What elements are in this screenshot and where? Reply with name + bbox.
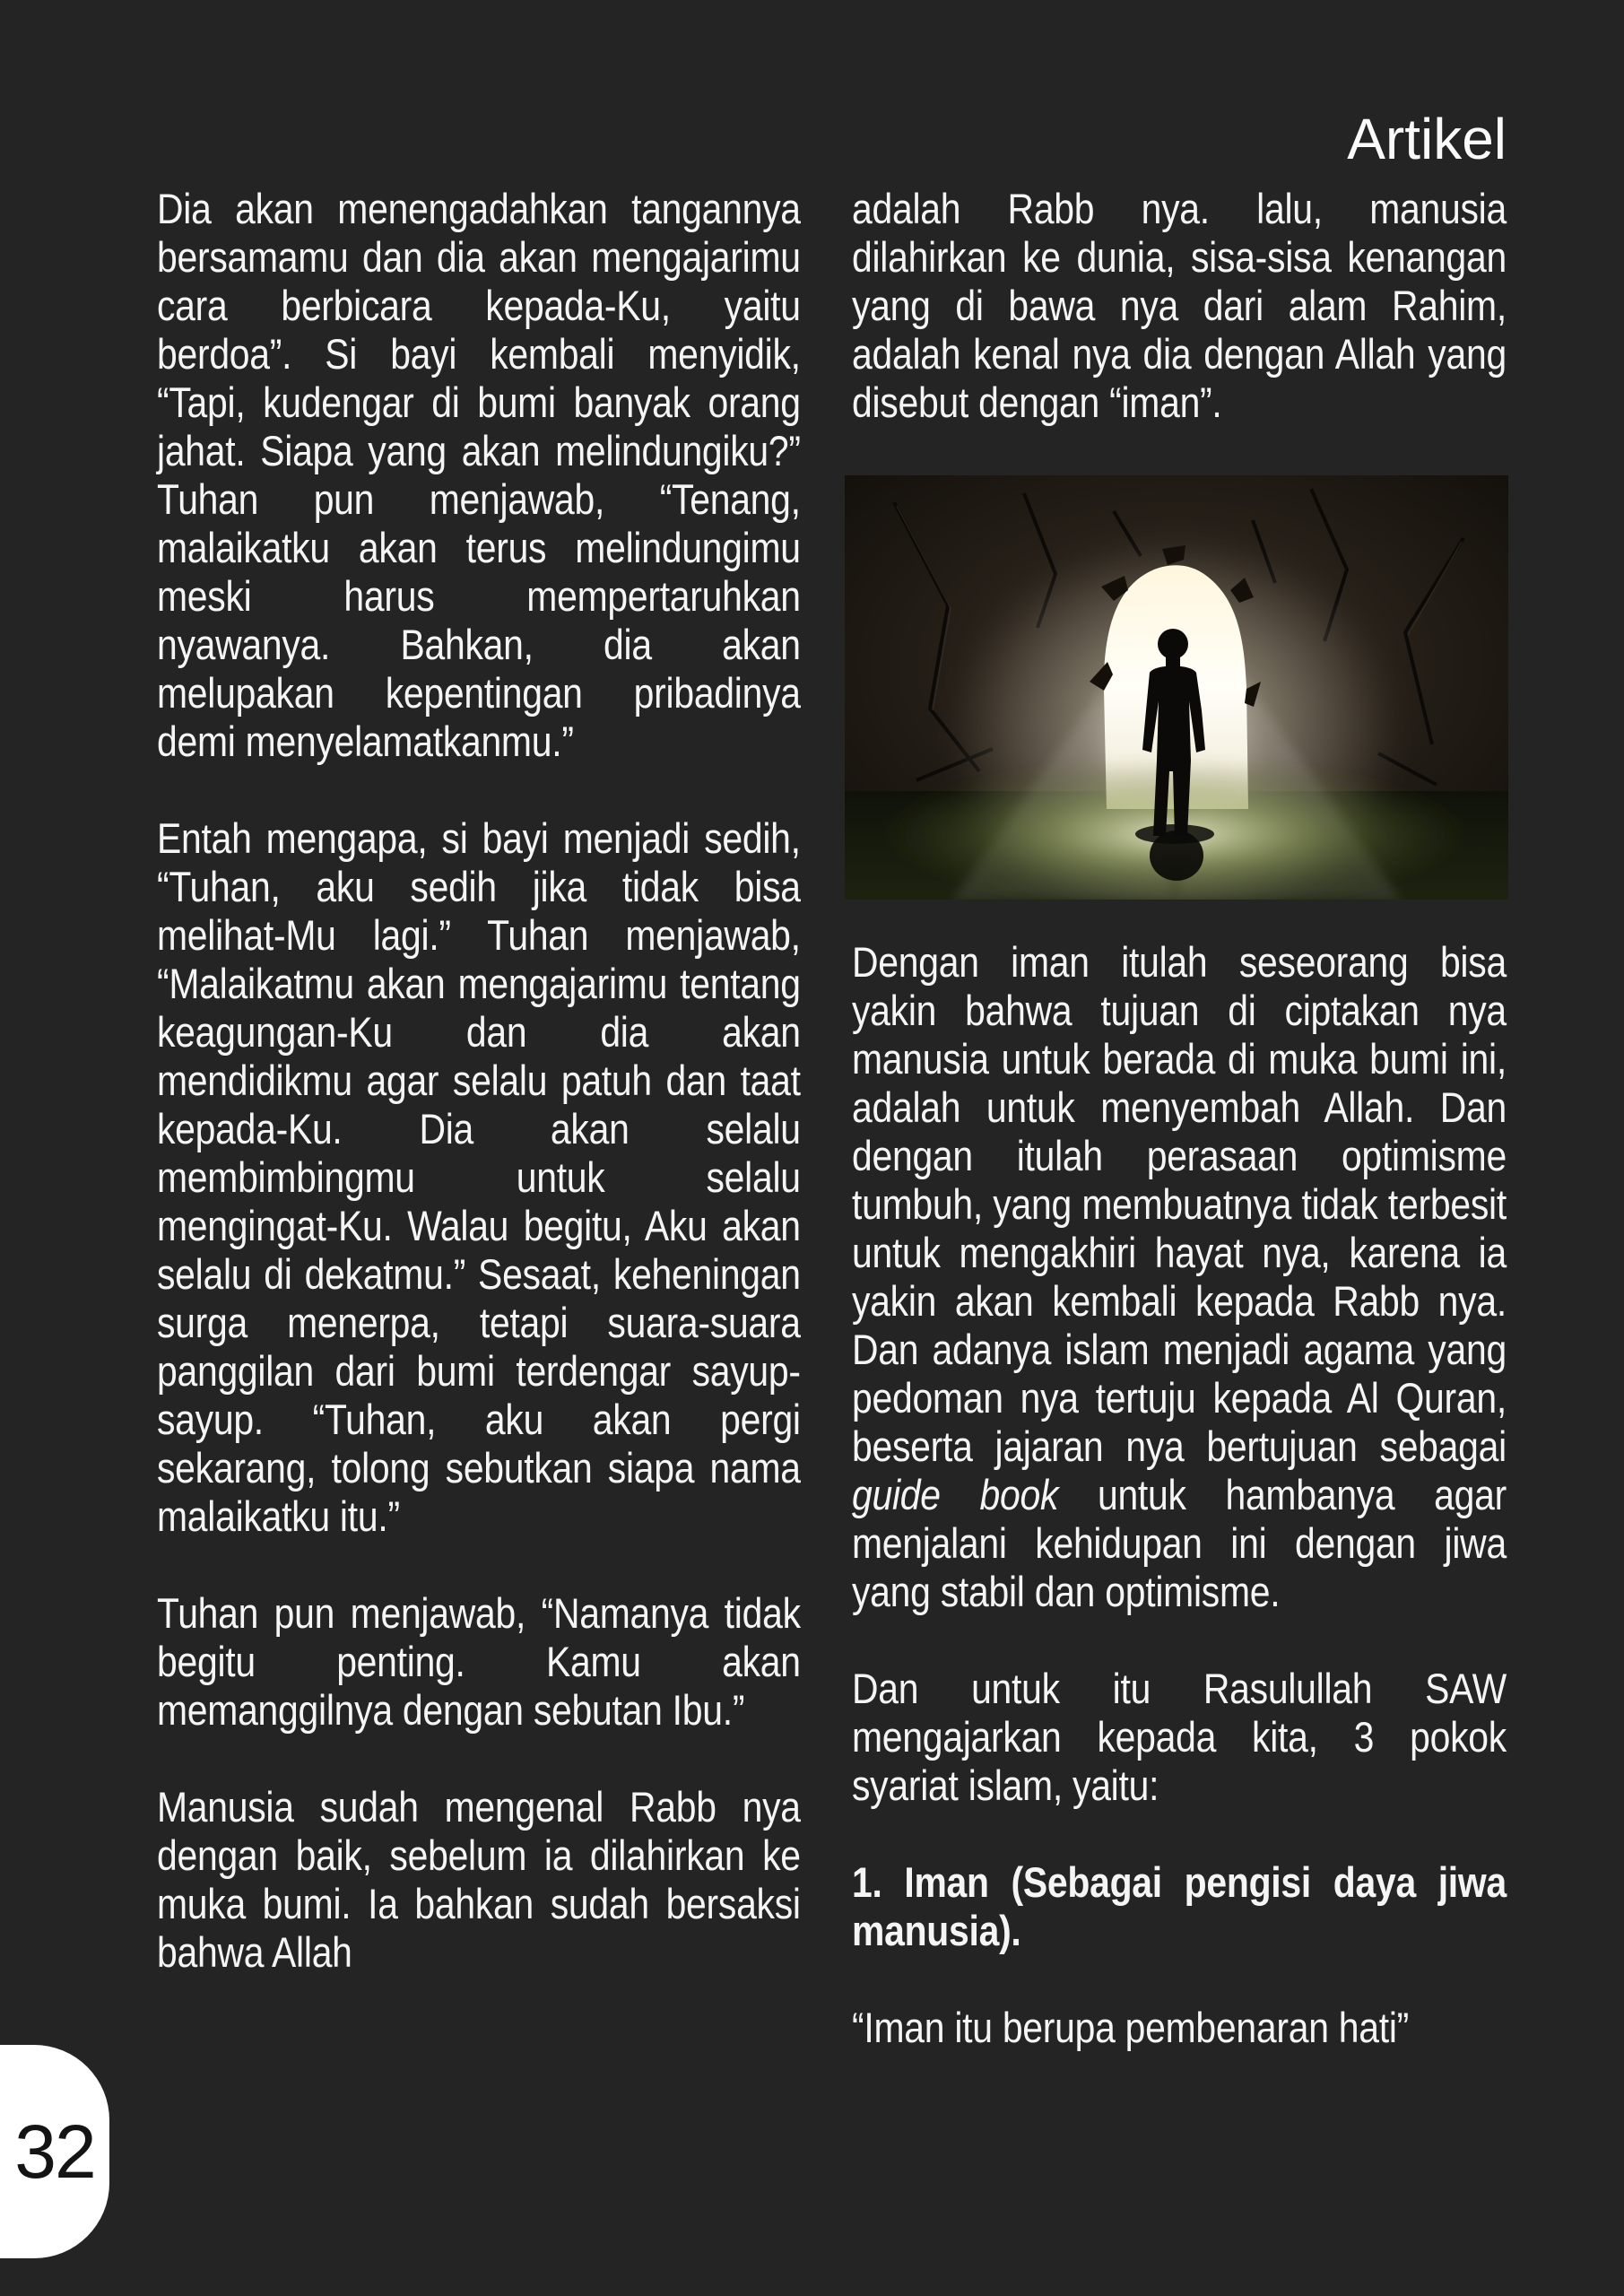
- paragraph: Tuhan pun menjawab, “Namanya tidak begitu penting. Kamu akan memanggilnya dengan sebutan Ibu.”: [157, 1589, 801, 1734]
- page-number: 32: [14, 2109, 95, 2194]
- paragraph: Manusia sudah mengenal Rabb nya dengan baik, sebelum ia dilahirkan ke muka bumi. Ia bahkan sudah bersaksi bahwa Allah: [157, 1783, 801, 1976]
- head: [1158, 629, 1188, 659]
- page-title: Artikel: [1347, 107, 1507, 171]
- right-column: [852, 185, 1507, 2052]
- paragraph: adalah Rabb nya. lalu, manusia dilahirkan ke dunia, sisa-sisa kenangan yang di bawa nya dari alam Rahim, adalah kenal nya dia dengan Allah yang disebut dengan “iman”.: [852, 185, 1507, 426]
- paragraph-text: Dengan iman itulah seseorang bisa yakin bahwa tujuan di ciptakan nya manusia untuk berada di muka bumi ini, adalah untuk menyembah Allah. Dan dengan itulah perasaan optimisme tumbuh, yang membuatnya tidak terbesit untuk mengakhiri hayat nya, karena ia yakin akan kembali kepada Rabb nya. Dan adanya islam menjadi agama yang pedoman nya tertuju kepada Al Quran, beserta jajaran nya bertujuan sebagai: [852, 938, 1507, 1470]
- paragraph: Dia akan menengadahkan tangannya bersamamu dan dia akan mengajarimu cara berbicara kepada-Ku, yaitu berdoa”. Si bayi kembali menyidik, “Tapi, kudengar di bumi banyak orang jahat. Siapa yang akan melindungiku?” Tuhan pun menjawab, “Tenang, malaikatku akan terus melindungimu meski harus mempertaruhkan nyawanya. Bahkan, dia akan melupakan kepentingan pribadinya demi menyelamatkanmu.”: [157, 185, 801, 765]
- silhouette-cave-photo: [845, 475, 1508, 900]
- left-column: [157, 185, 801, 1977]
- paragraph-text: untuk hambanya agar menjalani kehidupan ini dengan jiwa yang stabil dan optimisme.: [852, 1471, 1507, 1615]
- cave-light-illustration: [845, 475, 1508, 900]
- italic-term: guide book: [852, 1471, 1059, 1518]
- neck: [1166, 655, 1180, 667]
- list-item-heading: 1. Iman (Sebagai pengisi daya jiwa manusia).: [852, 1858, 1507, 1954]
- paragraph: Dan untuk itu Rasulullah SAW mengajarkan kepada kita, 3 pokok syariat islam, yaitu:: [852, 1665, 1507, 1809]
- paragraph: Entah mengapa, si bayi menjadi sedih, “Tuhan, aku sedih jika tidak bisa melihat-Mu lagi.” Tuhan menjawab, “Malaikatmu akan mengajarimu tentang keagungan-Ku dan dia akan mendidikmu agar selalu patuh dan taat kepada-Ku. Dia akan selalu membimbingmu untuk selalu mengingat-Ku. Walau begitu, Aku akan selalu di dekatmu.” Sesaat, keheningan surga menerpa, tetapi suara-suara panggilan dari bumi terdengar sayup-sayup. “Tuhan, aku akan pergi sekarang, tolong sebutkan siapa nama malaikatku itu.”: [157, 814, 801, 1540]
- page-number-badge: [0, 2045, 109, 2258]
- quote-paragraph: “Iman itu berupa pembenaran hati”: [852, 2004, 1410, 2051]
- paragraph: [852, 938, 1507, 1616]
